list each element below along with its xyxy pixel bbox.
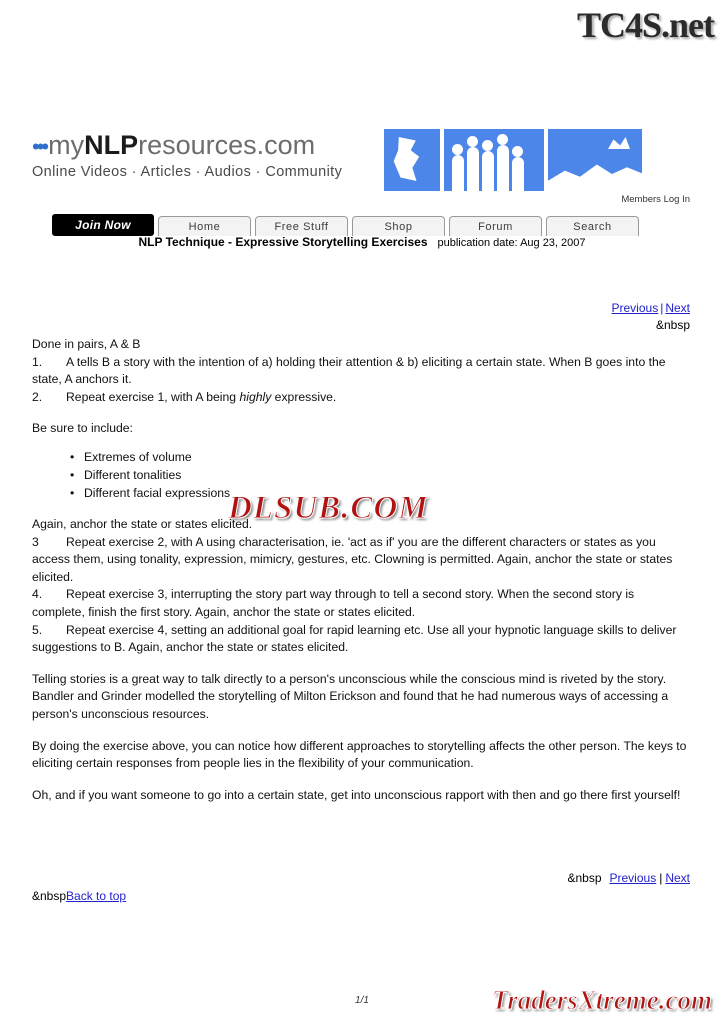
nav-tab-forum[interactable]: Forum bbox=[449, 216, 542, 236]
hero-image-strip bbox=[384, 129, 642, 191]
step-4 bbox=[32, 586, 688, 621]
pager-separator-bottom: | bbox=[659, 871, 663, 885]
nav-tab-free-stuff[interactable]: Free Stuff bbox=[255, 216, 348, 236]
join-now-button[interactable]: Join Now bbox=[52, 214, 154, 236]
nbsp-artifact-top: &nbsp bbox=[655, 318, 690, 332]
step-5-number: 5. bbox=[32, 622, 43, 637]
nbsp-artifact-backtotop: &nbsp bbox=[32, 889, 67, 903]
back-to-top-wrapper bbox=[32, 889, 126, 903]
paragraph-by-doing: By doing the exercise above, you can notice how different approaches to storytelling affects the other person. The keys to eliciting certain responses from people lies in the flexibility of your communication. bbox=[32, 738, 687, 771]
list-item: • Extremes of volume bbox=[84, 448, 688, 466]
landscape-silhouette-icon bbox=[548, 157, 642, 191]
paragraph-telling-stories: Telling stories is a great way to talk directly to a person's unconscious while the conscious mind is riveted by the story. Bandler and Grinder modelled the storytelling of Milton Erickson and found that he had numerous ways of accessing a person's unconscious resources. bbox=[32, 671, 669, 721]
page-title: NLP Technique - Expressive Storytelling Exercises bbox=[138, 235, 428, 249]
logo-my: my bbox=[48, 130, 85, 160]
logo-dots-icon: ••• bbox=[32, 134, 47, 159]
step-1-number: 1. bbox=[32, 354, 43, 369]
map-silhouette-icon bbox=[392, 137, 426, 181]
tradersxtreme-watermark: TradersXtreme.com bbox=[491, 985, 712, 1015]
step-2-emphasis: highly bbox=[239, 389, 272, 404]
nav-tab-shop[interactable]: Shop bbox=[352, 216, 445, 236]
step-3 bbox=[32, 534, 688, 587]
logo-tagline: Online Videos · Articles · Audios · Community bbox=[32, 164, 343, 180]
step-2-text-post: expressive. bbox=[271, 389, 337, 404]
bottom-pager bbox=[567, 871, 690, 885]
publication-date: publication date: Aug 23, 2007 bbox=[437, 237, 586, 249]
nav-tab-home[interactable]: Home bbox=[158, 216, 251, 236]
site-watermark-top: TC4S.net bbox=[576, 5, 714, 45]
logo-nlp: NLP bbox=[84, 130, 139, 160]
top-pager bbox=[612, 301, 691, 315]
back-to-top-link[interactable]: Back to top bbox=[66, 889, 127, 903]
step-4-text: Repeat exercise 3, interrupting the story part way through to tell a second story. When the second story is complete, finish the first story. Again, anchor the state or states elicited. bbox=[32, 587, 635, 619]
step-4-number: 4. bbox=[32, 587, 43, 602]
step-2-number: 2. bbox=[32, 389, 43, 404]
nav-tab-search[interactable]: Search bbox=[546, 216, 639, 236]
step-2-text-pre: Repeat exercise 1, with A being bbox=[66, 389, 240, 404]
intro-paragraph: Done in pairs, A & B bbox=[32, 337, 141, 351]
step-3-text: Repeat exercise 2, with A using characterisation, ie. 'act as if' you are the different characters or states as you access them, using tonality, expression, mimicry, gestures, etc. Clowning is permitted. Again, anchor the state or states elicited. bbox=[32, 534, 673, 584]
page-number: 1/1 bbox=[355, 995, 369, 1006]
hero-image-map bbox=[384, 129, 440, 191]
list-item: • Different tonalities bbox=[84, 466, 688, 484]
previous-link-bottom[interactable]: Previous bbox=[609, 871, 657, 885]
logo-resources: resources.com bbox=[138, 130, 316, 160]
previous-link-top[interactable]: Previous bbox=[611, 301, 659, 315]
step-1-text: A tells B a story with the intention of a) holding their attention & b) eliciting a certain state. When B goes into the state, A anchors it. bbox=[32, 354, 666, 387]
next-link-top[interactable]: Next bbox=[665, 301, 690, 315]
again-anchor-paragraph: Again, anchor the state or states elicited. bbox=[32, 516, 253, 531]
article-body bbox=[32, 336, 688, 804]
list-item: • Different facial expressions bbox=[84, 484, 688, 502]
step-5 bbox=[32, 622, 688, 657]
hero-image-landscape bbox=[548, 129, 642, 191]
members-login-link[interactable]: Members Log In bbox=[621, 194, 690, 205]
site-logo[interactable] bbox=[32, 130, 382, 180]
pager-separator-top: | bbox=[660, 301, 664, 315]
step-1 bbox=[32, 354, 688, 389]
primary-navigation bbox=[52, 214, 639, 236]
step-5-text: Repeat exercise 4, setting an additional goal for rapid learning etc. Use all your hypnotic language skills to deliver suggestions to B. Again, anchor the state or states elicited. bbox=[32, 622, 677, 655]
nbsp-artifact-bottom: &nbsp bbox=[567, 871, 602, 885]
people-silhouette-icon bbox=[450, 139, 538, 191]
article-header bbox=[0, 235, 724, 249]
paragraph-oh-and: Oh, and if you want someone to go into a certain state, get into unconscious rapport with then and go there first yourself! bbox=[32, 787, 681, 802]
birds-icon bbox=[608, 137, 630, 149]
logo-wordmark bbox=[32, 130, 382, 161]
dlsub-watermark: DLSUB.COM bbox=[228, 490, 429, 526]
step-2 bbox=[32, 389, 688, 407]
next-link-bottom[interactable]: Next bbox=[665, 871, 690, 885]
step-3-number: 3 bbox=[32, 534, 39, 549]
hero-image-people bbox=[444, 129, 544, 191]
include-heading: Be sure to include: bbox=[32, 421, 133, 436]
